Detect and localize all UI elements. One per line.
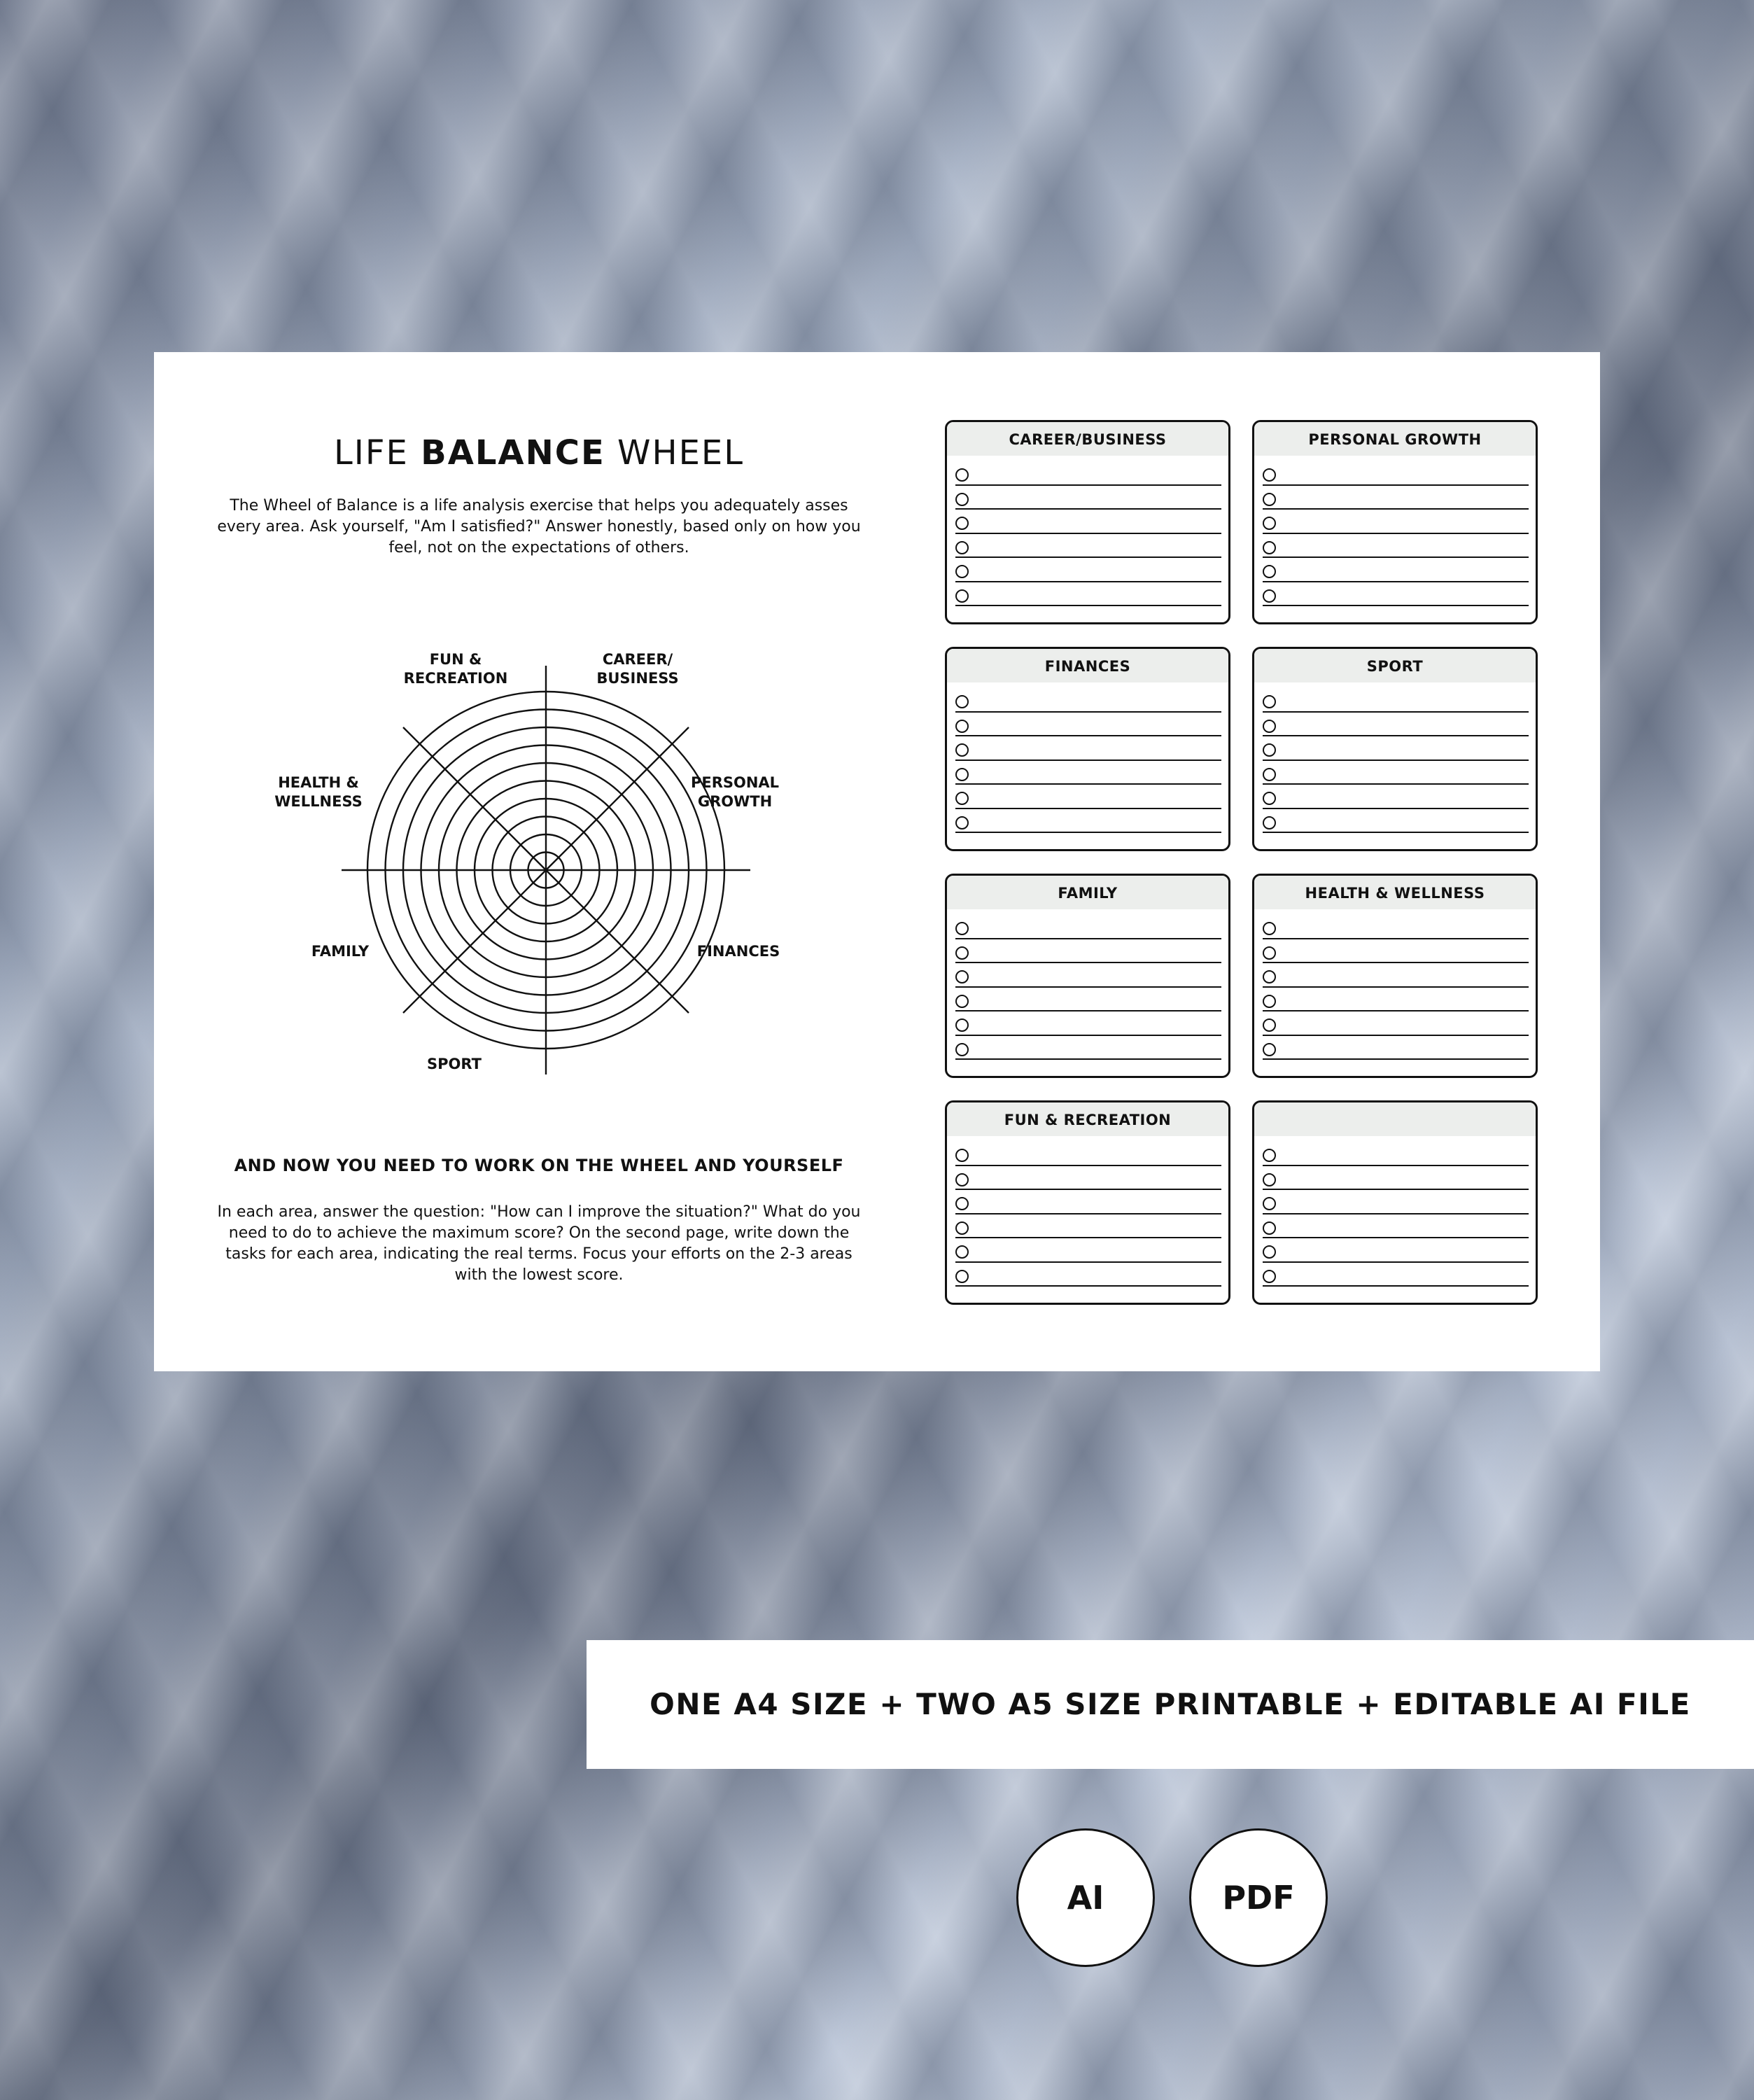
task-checkbox-circle <box>1263 493 1276 506</box>
task-write-line <box>1263 1058 1529 1060</box>
task-row <box>1263 761 1529 785</box>
task-row <box>1263 510 1529 534</box>
task-checkbox-circle <box>1263 517 1276 530</box>
task-row <box>1263 939 1529 964</box>
task-row <box>1263 713 1529 737</box>
task-row <box>955 688 1221 713</box>
task-row <box>1263 963 1529 988</box>
pdf-format-badge: PDF <box>1189 1828 1328 1967</box>
section-subheading: AND NOW YOU NEED TO WORK ON THE WHEEL AND YOURSELF <box>234 1156 844 1175</box>
task-checkbox-circle <box>1263 1043 1276 1056</box>
task-checkbox-circle <box>955 743 969 757</box>
task-row <box>1263 736 1529 761</box>
task-checkbox-circle <box>955 1173 969 1186</box>
task-checkbox-circle <box>955 720 969 733</box>
task-checkbox-circle <box>955 768 969 781</box>
worksheet-page <box>154 352 1600 1371</box>
task-row <box>955 1142 1221 1166</box>
task-checkbox-circle <box>955 695 969 708</box>
task-checkbox-circle <box>1263 589 1276 603</box>
wheel-label-fun: FUN & RECREATION <box>403 651 508 687</box>
task-row <box>955 582 1221 607</box>
task-checkbox-circle <box>955 1043 969 1056</box>
intro-paragraph: The Wheel of Balance is a life analysis exercise that helps you adequately asses every area. Ask yourself, "Am I satisfied?" Answer honestly, based only on how you feel, not on the expectations of others. <box>217 497 861 556</box>
task-card <box>945 647 1230 851</box>
task-row <box>955 1238 1221 1263</box>
task-card <box>1252 1100 1538 1305</box>
task-checkbox-circle <box>1263 816 1276 830</box>
task-checkbox-circle <box>1263 720 1276 733</box>
task-checkbox-circle <box>1263 1245 1276 1259</box>
task-row <box>1263 1238 1529 1263</box>
task-checkbox-circle <box>1263 1149 1276 1162</box>
task-row <box>955 1190 1221 1214</box>
task-write-line <box>1263 832 1529 833</box>
task-row <box>1263 1142 1529 1166</box>
task-card <box>1252 420 1538 624</box>
task-checkbox-circle <box>1263 1018 1276 1032</box>
task-row <box>955 963 1221 988</box>
task-row <box>1263 1166 1529 1191</box>
task-checkbox-circle <box>955 541 969 554</box>
task-write-line <box>955 1285 1221 1287</box>
task-card-title: PERSONAL GROWTH <box>1254 422 1536 456</box>
task-write-line <box>1263 605 1529 606</box>
task-row <box>1263 1011 1529 1036</box>
task-row <box>1263 1036 1529 1060</box>
task-row <box>955 988 1221 1012</box>
task-checkbox-circle <box>955 792 969 805</box>
task-row <box>955 1214 1221 1239</box>
task-row <box>1263 461 1529 486</box>
wheel-label-growth: PERSONAL GROWTH <box>690 774 780 810</box>
task-checkbox-circle <box>955 1245 969 1259</box>
task-checkbox-circle <box>1263 695 1276 708</box>
wheel-label-health: HEALTH & WELLNESS <box>274 774 363 810</box>
task-row <box>1263 785 1529 809</box>
task-row <box>1263 534 1529 559</box>
task-checkbox-circle <box>1263 946 1276 960</box>
wheel-label-finances: FINANCES <box>696 943 780 960</box>
task-row <box>955 915 1221 939</box>
task-card-title: HEALTH & WELLNESS <box>1254 876 1536 909</box>
task-card <box>945 1100 1230 1305</box>
task-row <box>1263 915 1529 939</box>
task-card-title: FUN & RECREATION <box>947 1102 1228 1136</box>
task-row <box>1263 809 1529 834</box>
task-card-title: FINANCES <box>947 649 1228 682</box>
task-card-title: CAREER/BUSINESS <box>947 422 1228 456</box>
task-row <box>1263 1190 1529 1214</box>
task-row <box>955 1263 1221 1287</box>
task-checkbox-circle <box>1263 1222 1276 1235</box>
task-checkbox-circle <box>955 468 969 482</box>
task-card-title <box>1254 1102 1536 1136</box>
task-row <box>955 761 1221 785</box>
task-row <box>1263 582 1529 607</box>
task-checkbox-circle <box>955 995 969 1008</box>
task-checkbox-circle <box>1263 1197 1276 1210</box>
task-card <box>1252 874 1538 1078</box>
task-checkbox-circle <box>1263 995 1276 1008</box>
task-checkbox-circle <box>955 493 969 506</box>
task-checkbox-circle <box>955 1197 969 1210</box>
task-checkbox-circle <box>1263 792 1276 805</box>
task-checkbox-circle <box>955 1222 969 1235</box>
task-card <box>1252 647 1538 851</box>
task-checkbox-circle <box>1263 743 1276 757</box>
task-checkbox-circle <box>955 922 969 935</box>
task-write-line <box>955 605 1221 606</box>
task-checkbox-circle <box>1263 468 1276 482</box>
task-row <box>955 461 1221 486</box>
format-banner: ONE A4 SIZE + TWO A5 SIZE PRINTABLE + EDITABLE AI FILE <box>587 1640 1754 1769</box>
task-row <box>955 1166 1221 1191</box>
page-title: LIFE BALANCE WHEEL <box>334 433 744 472</box>
task-card-title: FAMILY <box>947 876 1228 909</box>
task-checkbox-circle <box>955 589 969 603</box>
task-write-line <box>1263 1285 1529 1287</box>
task-checkbox-circle <box>955 517 969 530</box>
task-card-title: SPORT <box>1254 649 1536 682</box>
task-row <box>1263 1214 1529 1239</box>
task-row <box>1263 486 1529 510</box>
task-checkbox-circle <box>955 1018 969 1032</box>
task-checkbox-circle <box>955 970 969 983</box>
task-checkbox-circle <box>1263 922 1276 935</box>
task-row <box>955 736 1221 761</box>
task-row <box>955 1036 1221 1060</box>
task-row <box>955 809 1221 834</box>
task-card <box>945 420 1230 624</box>
task-checkbox-circle <box>955 1149 969 1162</box>
task-row <box>955 1011 1221 1036</box>
task-checkbox-circle <box>1263 1173 1276 1186</box>
task-write-line <box>955 832 1221 833</box>
task-row <box>955 713 1221 737</box>
wheel-graphic <box>301 632 791 1080</box>
task-row <box>955 510 1221 534</box>
task-checkbox-circle <box>955 1270 969 1283</box>
life-balance-wheel <box>274 632 791 1080</box>
task-write-line <box>955 1058 1221 1060</box>
task-row <box>1263 988 1529 1012</box>
wheel-label-family: FAMILY <box>311 943 370 960</box>
wheel-label-career: CAREER/ BUSINESS <box>596 651 679 687</box>
task-row <box>955 558 1221 582</box>
instructions-paragraph: In each area, answer the question: "How can I improve the situation?" What do you need to do to achieve the maximum score? On the second page, write down the tasks for each area, indicating the real terms. Focus your efforts on the 2-3 areas with the lowest score. <box>217 1203 861 1284</box>
task-checkbox-circle <box>955 816 969 830</box>
task-row <box>1263 688 1529 713</box>
task-checkbox-circle <box>1263 1270 1276 1283</box>
task-checkbox-circle <box>1263 970 1276 983</box>
task-row <box>955 785 1221 809</box>
task-row <box>1263 1263 1529 1287</box>
wheel-label-sport: SPORT <box>427 1056 482 1072</box>
task-row <box>955 939 1221 964</box>
task-row <box>1263 558 1529 582</box>
task-row <box>955 534 1221 559</box>
task-checkbox-circle <box>955 565 969 578</box>
task-checkbox-circle <box>955 946 969 960</box>
ai-format-badge: AI <box>1016 1828 1155 1967</box>
task-checkbox-circle <box>1263 565 1276 578</box>
task-checkbox-circle <box>1263 541 1276 554</box>
task-checkbox-circle <box>1263 768 1276 781</box>
task-row <box>955 486 1221 510</box>
task-card <box>945 874 1230 1078</box>
